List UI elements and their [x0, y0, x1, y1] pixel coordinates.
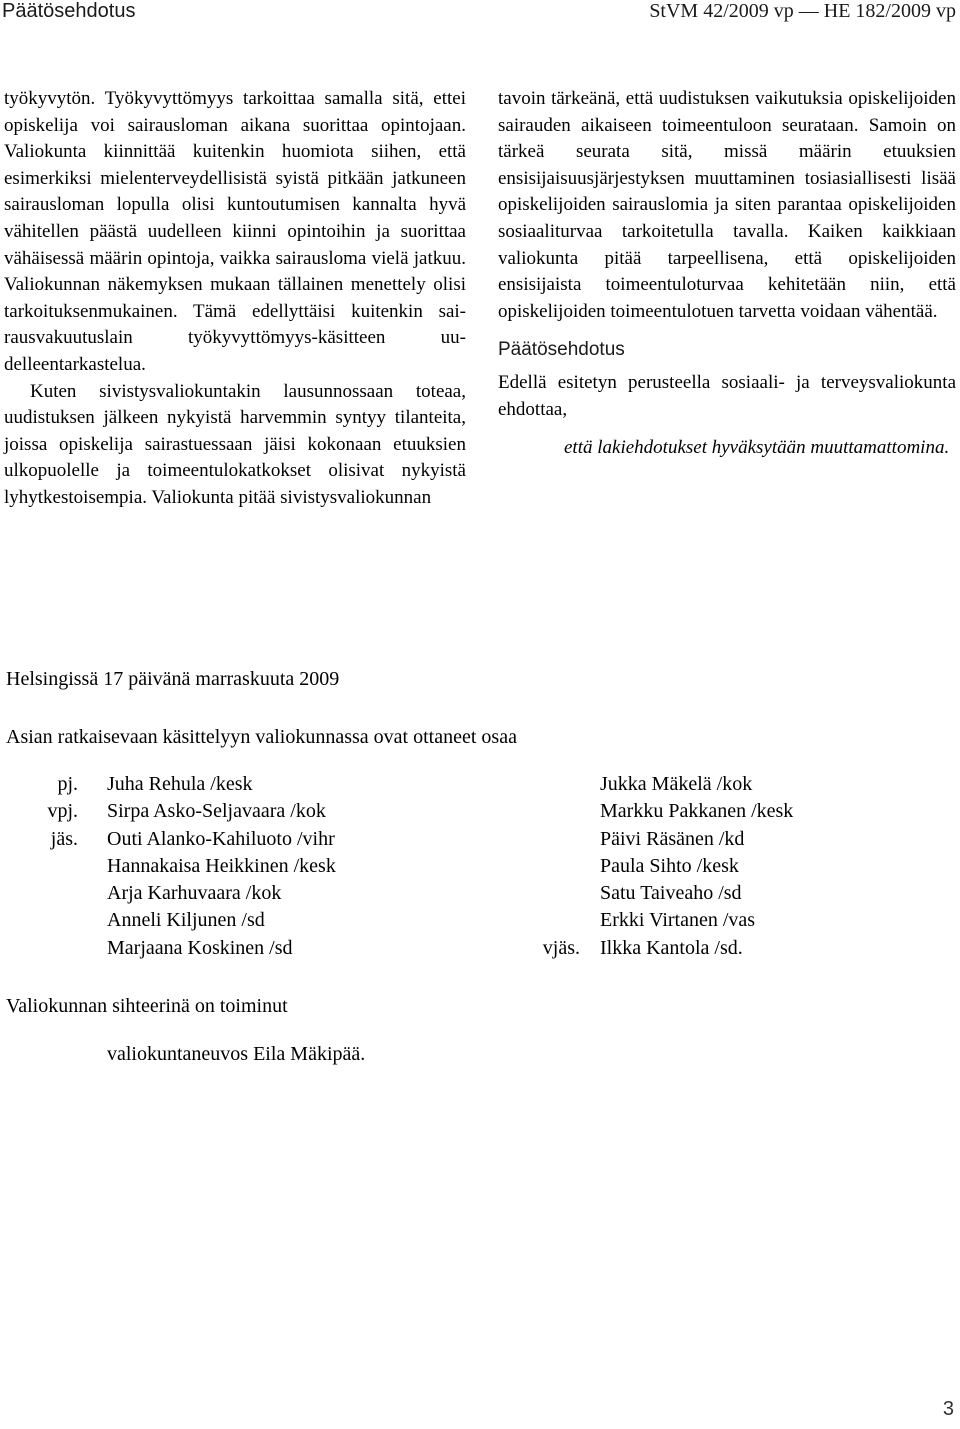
member-name: Markku Pakkanen /kesk — [600, 800, 794, 823]
participants-heading: Asian ratkaisevaan käsittelyyn valiokunnassa ovat ottaneet osaa — [6, 726, 517, 748]
member-name: Erkki Virtanen /vas — [600, 909, 756, 932]
right-text-column — [498, 86, 956, 462]
member-name: Arja Karhuvaara /kok — [107, 882, 282, 905]
secretary-heading: Valiokunnan sihteerinä on toiminut — [6, 995, 288, 1017]
header-section-title: Päätösehdotus — [2, 0, 136, 22]
page-number: 3 — [942, 1398, 954, 1420]
member-name: Ilkka Kantola /sd. — [600, 936, 743, 959]
secretary-name: valiokuntaneuvos Eila Mäkipää. — [107, 1043, 366, 1065]
section-heading: Päätösehdotus — [498, 339, 625, 361]
body-paragraph: Edellä esitetyn perusteella sosiaali- ja terveysvaliokunta ehdottaa, — [498, 371, 956, 420]
body-paragraph: Kuten sivistysvaliokuntakin lausunnossaan toteaa, uudistuksen jälkeen nykyistä harvemmin syntyy tilanteita, joissa opiskelija sairastuessaan jäisi kokonaan etuuksien ulkopuolelle ja toimeentulokatkokset olisivat nykyistä lyhytkestoisempia. Valiokunta pitää sivistysvaliokunnan — [4, 380, 466, 508]
left-text-column — [4, 86, 466, 512]
body-paragraph: tavoin tärkeänä, että uudistuksen vaikutuksia opiskelijoiden sairauden aikaiseen toimeentuloon seurataan. Samoin on tärkeä seurata sitä, missä määrin etuuksien ensisijaisuusjärjestyksen muuttaminen tosiasiallisesti lisää opiskelijoiden sairauslomia ja siten parantaa opiskelijoiden sosiaaliturvaa tarkoitetulla tavalla. Kaiken kaikkiaan valiokunta pitää tarpeellisena, että opiskelijoiden ensisijaista toimeentuloturvaa kehitetään niin, että opiskelijoiden toimeentulotuen tarvetta voidaan vähentää. — [498, 88, 956, 322]
place-and-date: Helsingissä 17 päivänä marraskuuta 2009 — [6, 668, 340, 690]
member-name: Paula Sihto /kesk — [600, 854, 739, 877]
member-name: Hannakaisa Heikkinen /kesk — [107, 854, 336, 877]
member-name: Juha Rehula /kesk — [107, 773, 253, 795]
header-document-reference: StVM 42/2009 vp — HE 182/2009 vp — [649, 0, 956, 22]
member-name: Outi Alanko-Kahiluoto /vihr — [107, 827, 335, 850]
member-name: Päivi Räsänen /kd — [600, 827, 745, 850]
member-role: vjäs. — [542, 936, 580, 959]
member-role: jäs. — [50, 827, 78, 850]
member-name: Sirpa Asko-Seljavaara /kok — [107, 800, 326, 823]
member-role: vpj. — [47, 800, 78, 823]
member-name: Anneli Kiljunen /sd — [107, 909, 265, 932]
member-name: Jukka Mäkelä /kok — [600, 773, 753, 795]
body-paragraph: työkyvytön. Työkyvyttömyys tarkoittaa samalla sitä, ettei opiskelija voi sairausloman aikana suorittaa opintojaan. Valiokunta kiinnittää kuitenkin huomiota siihen, että esimerkiksi mielenterveydellisistä syistä pitkään jatkuneen sairausloman lopulla olisi kuntoutumisen kannalta hyvä vähitellen päästä uudelleen kiinni opintoihin ja suorittaa vähäisessä määrin opintoja, vaikka sairausloma vielä jatkuu. Valiokunnan näkemyksen mukaan tällainen menettely olisi tarkoituksenmukainen. Tämä edellyttäisi kuitenkin sairausvakuutuslain työkyvyttömyys-käsitteen uudelleentarkastelua. — [4, 88, 466, 375]
member-name: Satu Taiveaho /sd — [600, 882, 742, 905]
running-header — [0, 0, 960, 28]
member-role: pj. — [57, 773, 78, 795]
member-name: Marjaana Koskinen /sd — [107, 936, 293, 959]
proposal-statement: että lakiehdotukset hyväksytään muuttamattomina. — [564, 437, 950, 459]
